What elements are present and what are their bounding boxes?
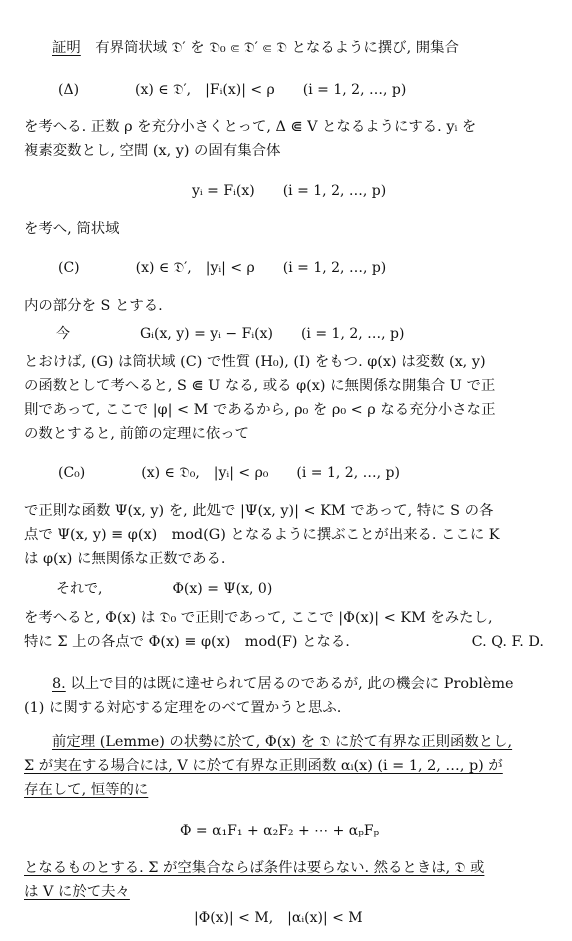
equation-bounds: |Φ(x)| < M, |αᵢ(x)| < M xyxy=(194,910,363,926)
equation-y: yᵢ = Fᵢ(x) (i = 1, 2, …, p) xyxy=(192,183,387,199)
theorem-line-4: となるものとする. Σ が空集合ならば条件は要らない. 然るときは, 𝔇 或 xyxy=(24,860,485,876)
text-line-9: とおけば, (G) は筒状域 (C) で性質 (H₀), (I) をもつ. φ(x) は変数 (x, y) xyxy=(24,354,486,370)
text-line-14: で正則な函数 Ψ(x, y) を, 此処で |Ψ(x, y)| < KM であって, 特に S の各 xyxy=(24,503,494,519)
text-line-16: は φ(x) に無関係な正数である. xyxy=(24,551,226,567)
text-line-18: を考へると, Φ(x) は 𝔇₀ で正則であって, ここで |Φ(x)| < KM をみたし, xyxy=(24,610,493,626)
qed-mark: C. Q. F. D. xyxy=(471,634,544,650)
text-line-15: 点で Ψ(x, y) ≡ φ(x) mod(G) となるように撰ぶことが出来る. ここに K xyxy=(24,527,500,543)
theorem-line-1: 前定理 (Lemme) の状勢に於て, Φ(x) を 𝔇 に於て有界な正則函数とし, xyxy=(52,734,513,750)
section-number: 8. xyxy=(52,676,66,692)
text-line-19 xyxy=(24,632,544,652)
text-line-23: (1) に関する対応する定理をのべて置かうと思ふ. xyxy=(24,700,342,716)
equation-g: 今 Gᵢ(x, y) = yᵢ − Fᵢ(x) (i = 1, 2, …, p) xyxy=(56,326,405,342)
equation-delta: (Δ) (x) ∈ 𝔇′, |Fᵢ(x)| < ρ (i = 1, 2, …, p) xyxy=(58,82,407,98)
text-line-11: 則であって, ここで |φ| < M であるから, ρ₀ を ρ₀ < ρ なる充分小さな正 xyxy=(24,402,496,418)
proof-first-line-text: 有界筒状域 𝔇′ を 𝔇₀ ⋐ 𝔇′ ⋐ 𝔇 となるように撰び, 開集合 xyxy=(80,40,459,56)
text-line-2: を考へる. 正数 ρ を充分小さくとって, Δ ⋐ V となるようにする. yᵢ を xyxy=(24,119,477,135)
equation-phi: それで, Φ(x) = Ψ(x, 0) xyxy=(56,581,273,597)
text-line-3: 複素変数とし, 空間 (x, y) の固有集合体 xyxy=(24,143,281,159)
text-line-0 xyxy=(52,38,572,58)
text-line-12: の数とすると, 前節の定理に依って xyxy=(24,426,250,442)
theorem-line-2: Σ が実在する場合には, V に於て有界な正則函数 αᵢ(x) (i = 1, 2, …, p) が xyxy=(24,758,503,774)
proof-heading-label: 証明 xyxy=(52,40,81,56)
equation-combination: Φ = α₁F₁ + α₂F₂ + ⋯ + αₚFₚ xyxy=(180,823,380,839)
text-line-7: 内の部分を S とする. xyxy=(24,298,163,314)
section-8-line xyxy=(52,674,572,694)
text-line-5: を考へ, 筒状域 xyxy=(24,221,120,237)
section-8-text: 以上で目的は既に達せられて居るのであるが, 此の機会に Problème xyxy=(70,676,514,692)
equation-c0: (C₀) (x) ∈ 𝔇₀, |yᵢ| < ρ₀ (i = 1, 2, …, p) xyxy=(58,465,400,481)
theorem-line-5: は V に於て夫々 xyxy=(24,884,130,900)
text-line-10: の函数として考へると, S ⋐ U なる, 或る φ(x) に無関係な開集合 U で正 xyxy=(24,378,496,394)
theorem-line-3: 存在して, 恒等的に xyxy=(24,782,149,798)
equation-c: (C) (x) ∈ 𝔇′, |yᵢ| < ρ (i = 1, 2, …, p) xyxy=(58,260,387,276)
text-line-19-body: 特に Σ 上の各点で Φ(x) ≡ φ(x) mod(F) となる. xyxy=(24,634,350,650)
